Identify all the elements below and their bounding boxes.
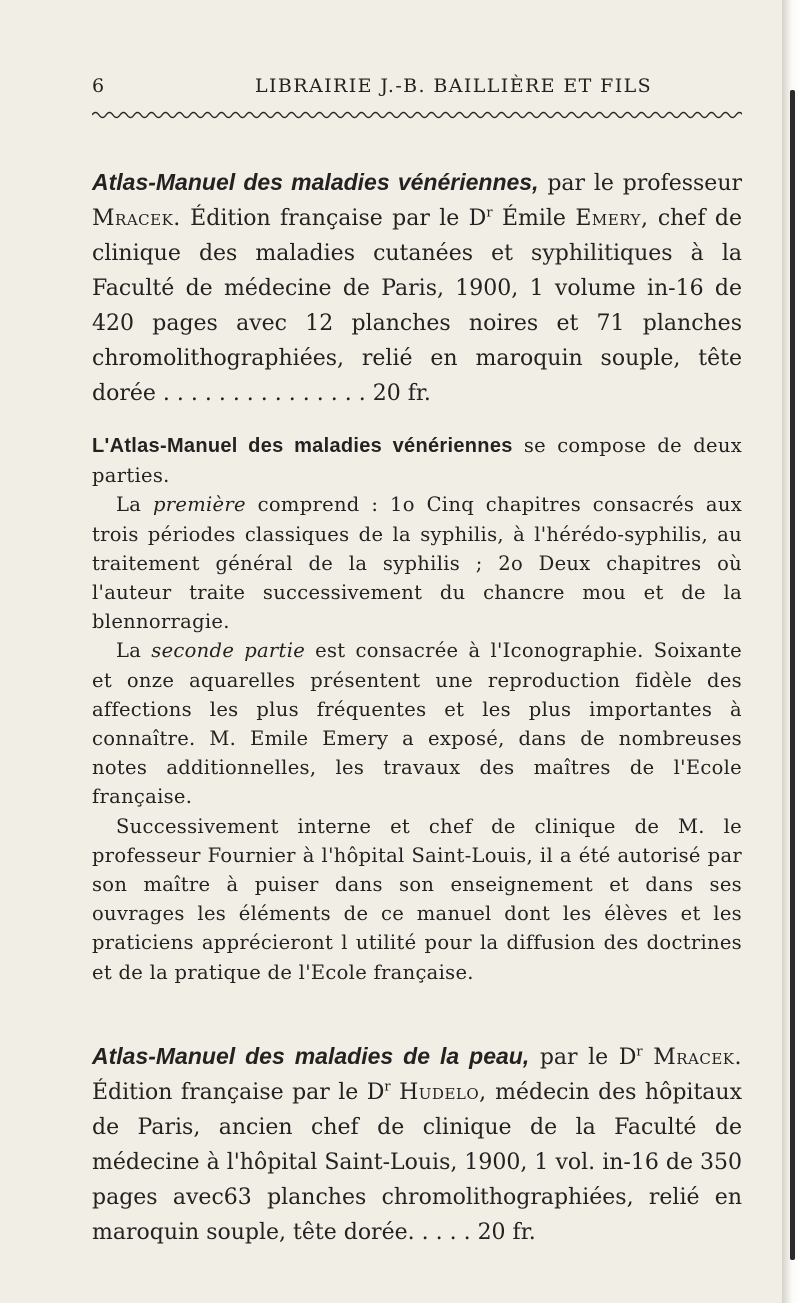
translator-name: Hudelo, [399,1079,487,1105]
description-paragraph [92,490,742,636]
page-number: 6 [92,75,106,97]
book-title: Atlas-Manuel des maladies vénériennes, [92,169,539,195]
superscript: r [486,205,493,221]
description-paragraph: Successivement interne et chef de clinique de M. le professeur Fournier à l'hôpital Saint-Louis, il a été autorisé par son maître à puiser dans son enseignement et dans ses ouvrages les éléments de ce manuel dont les élèves et les praticiens apprécieront l utilité pour la diffusion des doctrines et de la pratique de l'Ecole française. [92,814,742,984]
catalogue-entry [92,165,742,411]
entry-text: par le professeur [547,171,743,196]
entry-text: Édition française par le D [92,1079,385,1105]
emphasis: première [152,493,246,517]
description-text: se compose de deux parties. [92,434,742,488]
description-text: La [116,493,142,517]
wavy-rule-ornament [92,108,742,122]
entry-text: médecin des hôpitaux de Paris, ancien chef de clinique de la Faculté de médecine à l'hôpital Saint-Louis, 1900, 1 vol. in-16 de 350 pages avec63 planches chromolithographiées, relié en maroquin souple, tête dorée. [92,1079,742,1245]
binding-edge-line [790,90,795,1260]
description-text: est consacrée à l'Iconographie. Soixante et onze aquarelles présentent une reproduction fidèle des affections les plus fréquentes et les plus importantes à connaître. M. Emile Emery a exposé, dans de nombreuses notes additionnelles, les travaux des maîtres de l'Ecole française. [92,639,743,809]
description-lead: L'Atlas-Manuel des maladies vénériennes [92,435,513,457]
leader-dots: . . . . [421,1219,471,1245]
entry-text: Édition française par le D [190,206,487,231]
author-name: Mracek. [653,1044,742,1070]
price: 20 fr. [477,1219,536,1245]
superscript: r [384,1079,391,1095]
catalogue-entry [92,1039,742,1250]
entry-text: chef de clinique des maladies cutanées et syphilitiques à la Faculté de médecine de Paris, 1900, 1 volume in-16 de 420 pages avec 12 planches noires et 71 planches chromolithographiées, relié en maroquin souple, tête dorée [92,206,742,406]
translator-name: Emery, [575,206,649,231]
author-name: Mracek. [92,206,181,231]
entry-text: Émile [501,206,566,231]
book-title: Atlas-Manuel des maladies de la peau, [92,1042,530,1069]
running-head: LIBRAIRIE J.-B. BAILLIÈRE ET FILS [255,75,653,97]
emphasis: seconde partie [151,639,306,663]
price: 20 fr. [372,381,431,406]
leader-dots: . . . . . . . . . . . . . . . [162,381,366,406]
catalogue-text [92,165,742,1250]
page-header [92,75,742,105]
description-paragraph [92,636,742,811]
description-intro [92,431,742,490]
superscript: r [636,1044,643,1060]
description-text: comprend : 1o Cinq chapitres consacrés aux trois périodes classiques de la syphilis, à l'hérédo-syphilis, au traitement général de la syphilis ; 2o Deux chapitres où l'auteur traite successivement du chancre mou et de la blennorragie. [92,493,742,634]
entry-text: par le D [539,1044,637,1070]
description-text: La [116,639,142,663]
